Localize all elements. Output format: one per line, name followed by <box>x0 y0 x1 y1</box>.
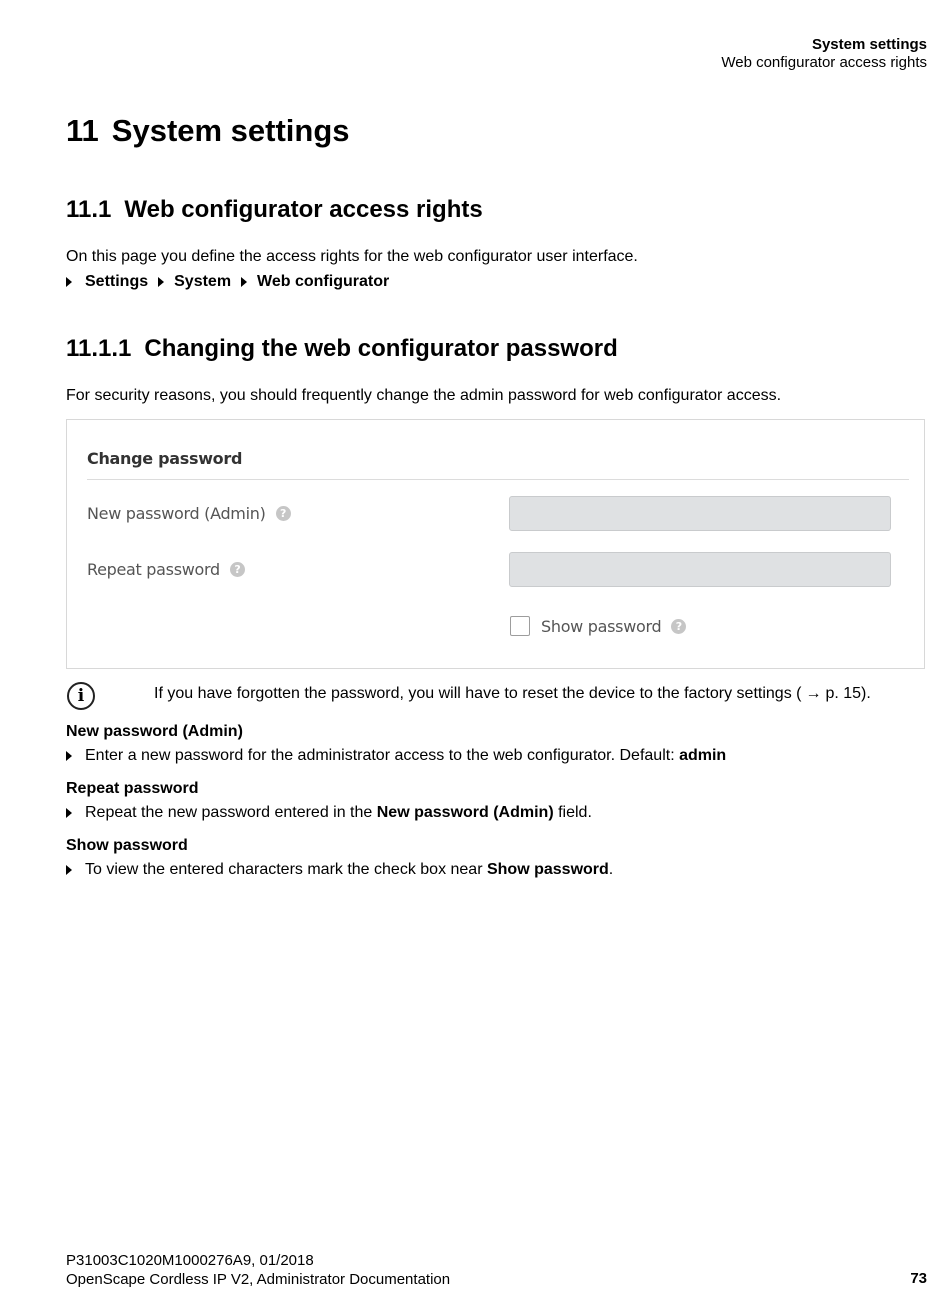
help-icon[interactable]: ? <box>671 619 686 634</box>
running-header-title: System settings <box>811 36 927 53</box>
chapter-heading <box>66 113 350 149</box>
help-icon[interactable]: ? <box>276 506 291 521</box>
menu-path <box>66 273 389 291</box>
subsection-heading <box>66 335 618 363</box>
description-text-after: field. <box>553 804 592 821</box>
new-password-input[interactable] <box>509 496 891 531</box>
subsection-intro: For security reasons, you should frequently change the admin password for web configurator access. <box>66 387 782 404</box>
show-password-label[interactable]: Show password <box>541 617 662 636</box>
description-text-after: . <box>608 861 614 878</box>
page-number: 73 <box>910 1270 927 1287</box>
show-password-checkbox[interactable] <box>510 616 530 636</box>
section-number: 11.1 <box>66 196 112 223</box>
info-note-text <box>154 685 871 703</box>
chapter-title: System settings <box>111 113 350 148</box>
description-heading: New password (Admin) <box>66 723 243 740</box>
description-item <box>66 804 592 822</box>
bullet-triangle-icon <box>66 751 72 761</box>
panel-title: Change password <box>87 449 243 468</box>
new-password-label: New password (Admin) <box>87 504 266 523</box>
info-icon: i <box>67 682 95 710</box>
description-item <box>66 747 726 765</box>
panel-divider <box>87 479 909 480</box>
page-footer <box>66 1251 450 1289</box>
description-bold: New password (Admin) <box>376 804 554 821</box>
footer-doc-title: OpenScape Cordless IP V2, Administrator Documentation <box>66 1271 451 1288</box>
change-password-panel <box>66 419 925 669</box>
path-separator-icon <box>241 277 247 287</box>
info-note-page-ref[interactable]: p. 15). <box>825 685 871 702</box>
info-note-text-before: If you have forgotten the password, you will have to reset the device to the factory settings ( <box>154 685 802 702</box>
description-text: To view the entered characters mark the check box near <box>85 861 487 878</box>
path-separator-icon <box>158 277 164 287</box>
subsection-title: Changing the web configurator password <box>144 335 618 362</box>
section-intro: On this page you define the access rights for the web configurator user interface. <box>66 248 638 265</box>
menu-path-item: Web configurator <box>257 273 390 290</box>
description-item <box>66 861 613 879</box>
description-bold: admin <box>679 747 727 764</box>
repeat-password-label-row <box>87 560 245 579</box>
description-heading: Show password <box>66 837 188 854</box>
help-icon[interactable]: ? <box>230 562 245 577</box>
chapter-number: 11 <box>66 113 99 148</box>
description-heading: Repeat password <box>66 780 199 797</box>
description-text: Repeat the new password entered in the <box>85 804 377 821</box>
description-bold: Show password <box>486 861 609 878</box>
running-header-subtitle: Web configurator access rights <box>721 54 927 71</box>
bullet-triangle-icon <box>66 808 72 818</box>
section-title: Web configurator access rights <box>124 196 483 223</box>
bullet-triangle-icon <box>66 277 72 287</box>
new-password-label-row <box>87 504 291 523</box>
bullet-triangle-icon <box>66 865 72 875</box>
repeat-password-label: Repeat password <box>87 560 220 579</box>
section-heading <box>66 196 483 224</box>
menu-path-item: Settings <box>85 273 149 290</box>
arrow-right-icon: → <box>805 685 822 702</box>
description-text: Enter a new password for the administrator access to the web configurator. Default: <box>85 747 680 764</box>
menu-path-item: System <box>174 273 232 290</box>
repeat-password-input[interactable] <box>509 552 891 587</box>
running-header <box>721 36 927 72</box>
subsection-number: 11.1.1 <box>66 335 132 362</box>
show-password-label-row <box>541 617 686 636</box>
footer-doc-id: P31003C1020M1000276A9, 01/2018 <box>66 1252 314 1269</box>
